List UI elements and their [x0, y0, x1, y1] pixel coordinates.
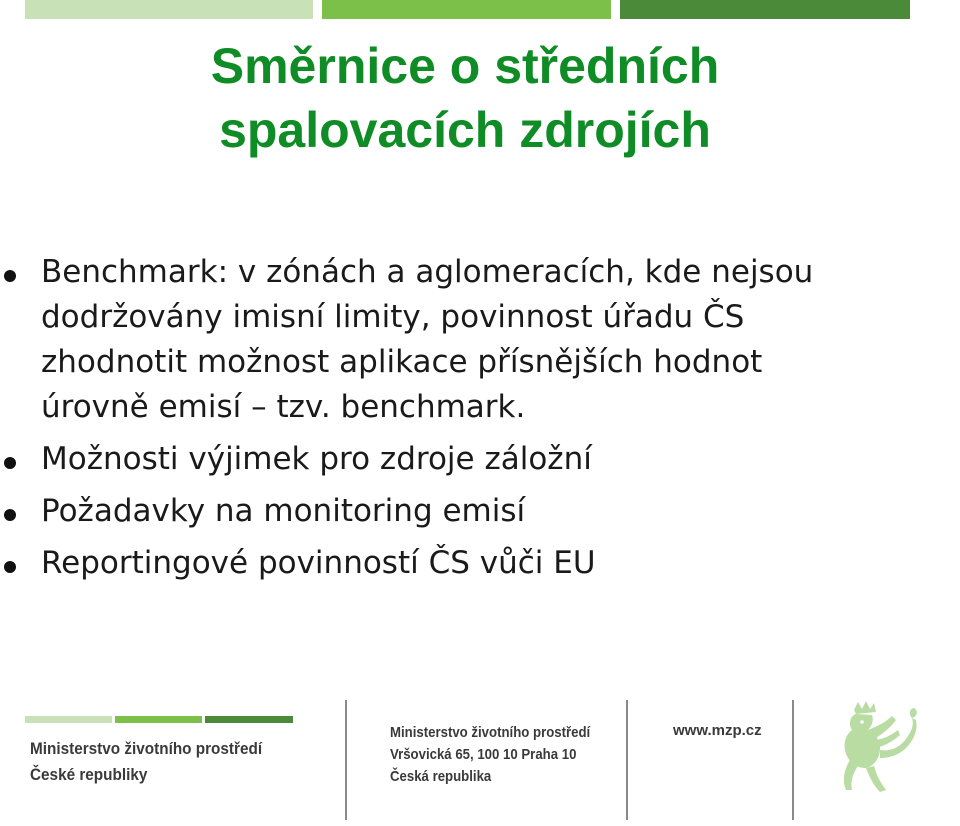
bullet-line: Reportingové povinností ČS vůči EU — [41, 545, 596, 581]
footer-address-line: Vršovická 65, 100 10 Praha 10 — [390, 746, 577, 763]
footer-bar-dark — [205, 716, 293, 723]
bullet-line: Požadavky na monitoring emisí — [41, 493, 526, 529]
slide-title — [0, 34, 930, 162]
bullet-item-monitoring — [0, 489, 960, 534]
bullet-item-benchmark — [0, 250, 960, 430]
bullet-dot-icon — [4, 561, 16, 573]
slide-title-line: spalovacích zdrojích — [219, 102, 711, 158]
slide-title-line: Směrnice o středních — [210, 38, 720, 94]
top-bar-mid — [322, 0, 611, 19]
footer-organization — [30, 736, 262, 788]
bullet-dot-icon — [4, 457, 16, 469]
top-bar-light — [25, 0, 313, 19]
footer-address-line: Česká republika — [390, 768, 492, 785]
footer-divider — [792, 700, 794, 820]
bullet-dot-icon — [4, 270, 16, 282]
czech-lion-icon — [828, 700, 920, 800]
footer-bar-light — [25, 716, 112, 723]
footer-website[interactable]: www.mzp.cz — [673, 722, 762, 739]
bullet-item-exemptions — [0, 437, 960, 482]
footer-divider — [345, 700, 347, 820]
bullet-line: dodržovány imisní limity, povinnost úřadu ČS — [41, 299, 745, 335]
bullet-line: zhodnotit možnost aplikace přísnějších hodnot — [41, 344, 763, 380]
bullet-line: úrovně emisí – tzv. benchmark. — [41, 389, 526, 425]
bullet-list — [0, 250, 960, 593]
bullet-dot-icon — [4, 509, 16, 521]
footer-bar-mid — [115, 716, 202, 723]
bullet-line: Možnosti výjimek pro zdroje záložní — [41, 441, 592, 477]
footer-address — [390, 722, 590, 788]
top-bar-dark — [620, 0, 910, 19]
footer-divider — [626, 700, 628, 820]
footer-address-line: Ministerstvo životního prostředí — [390, 724, 591, 741]
footer-org-line: České republiky — [30, 765, 148, 784]
footer-org-line: Ministerstvo životního prostředí — [30, 739, 263, 758]
bullet-item-reporting — [0, 541, 960, 586]
bullet-line: Benchmark: v zónách a aglomeracích, kde nejsou — [41, 254, 814, 290]
